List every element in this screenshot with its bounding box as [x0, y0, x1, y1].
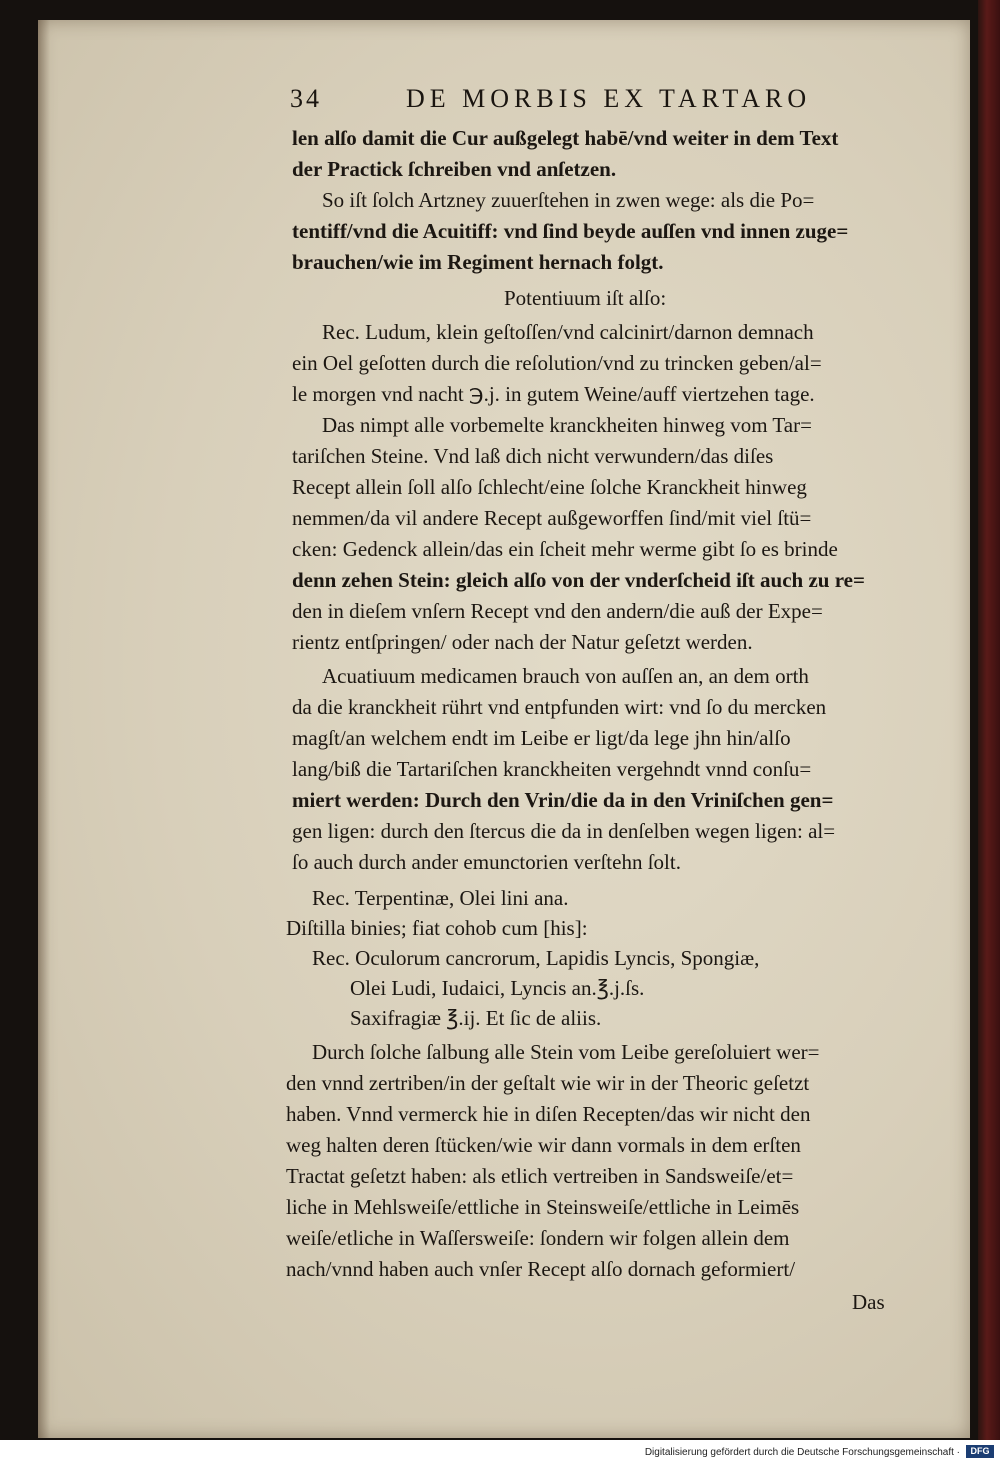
text-line: So iſt ſolch Artzney zuuerſtehen in zwen wege: als die Po= — [322, 188, 815, 212]
page-number: 34 — [290, 84, 322, 113]
running-title: DE MORBIS EX TARTARO — [406, 84, 812, 113]
text-line: len alſo damit die Cur außgelegt habē/vnd weiter in dem Text — [292, 126, 839, 150]
text-line: Das nimpt alle vorbemelte kranckheiten hinweg vom Tar= — [322, 413, 812, 437]
text-line: haben. Vnnd vermerck hie in diſen Recepten/das wir nicht den — [286, 1102, 811, 1126]
text-line: Tractat geſetzt haben: als etlich vertreiben in Sandsweiſe/et= — [286, 1164, 794, 1188]
catchword: Das — [852, 1290, 885, 1314]
text-line: ein Oel geſotten durch die reſolution/vnd zu trincken geben/al= — [292, 351, 822, 375]
text-line: da die kranckheit rührt vnd entpfunden wirt: vnd ſo du mercken — [292, 695, 827, 719]
text-line: tentiff/vnd die Acuitiff: vnd ſind beyde auſſen vnd innen zuge= — [292, 219, 849, 243]
text-line: weiſe/etliche in Waſſersweiſe: ſondern wir folgen allein dem — [286, 1226, 790, 1250]
text-line: den in dieſem vnſern Recept vnd den andern/die auß der Expe= — [292, 599, 823, 623]
text-line: liche in Mehlsweiſe/ettliche in Steinsweiſe/ettliche in Leimēs — [286, 1195, 800, 1219]
text-line: tariſchen Steine. Vnd laß dich nicht verwundern/das diſes — [292, 444, 774, 468]
text-line: den vnnd zertriben/in der geſtalt wie wir in der Theoric geſetzt — [286, 1071, 810, 1095]
recipe-line: Saxifragiæ ℥.ij. Et ſic de aliis. — [350, 1006, 602, 1030]
text-line: cken: Gedenck allein/das ein ſcheit mehr werme gibt ſo es brinde — [292, 537, 838, 561]
text-line: le morgen vnd nacht ℈.j. in gutem Weine/auff viertzehen tage. — [292, 382, 815, 406]
book-spine-edge — [978, 0, 1000, 1440]
recipe-line: Rec. Terpentinæ, Olei lini ana. — [312, 886, 569, 910]
text-line: Recept allein ſoll alſo ſchlecht/eine ſolche Kranckheit hinweg — [292, 475, 807, 499]
text-line: miert werden: Durch den Vrin/die da in den Vriniſchen gen= — [292, 788, 834, 812]
recipe-line: Diſtilla binies; fiat cohob cum [his]: — [286, 916, 588, 940]
text-line: lang/biß die Tartariſchen kranckheiten vergehndt vnnd conſu= — [292, 757, 812, 781]
running-header — [290, 80, 870, 120]
text-line: denn zehen Stein: gleich alſo von der vnderſcheid iſt auch zu re= — [292, 568, 865, 592]
funding-credit: Digitalisierung gefördert durch die Deutsche Forschungsgemeinschaft · — [644, 1447, 960, 1458]
recipe-line: Rec. Oculorum cancrorum, Lapidis Lyncis, Spongiæ, — [312, 946, 760, 970]
footer-bar — [0, 1440, 1000, 1464]
text-line: Durch ſolche ſalbung alle Stein vom Leibe gereſoluiert wer= — [312, 1040, 820, 1064]
text-line: magſt/an welchem endt im Leibe er ligt/da lege jhn hin/alſo — [292, 726, 791, 750]
text-line: gen ligen: durch den ſtercus die da in denſelben wegen ligen: al= — [292, 819, 836, 843]
section-heading: Potentiuum iſt alſo: — [504, 286, 667, 310]
recipe-line: Olei Ludi, Iudaici, Lyncis an.℥.j.ſs. — [350, 976, 645, 1000]
text-line: nemmen/da vil andere Recept außgeworffen ſind/mit viel ſtü= — [292, 506, 812, 530]
dfg-logo: DFG — [966, 1445, 994, 1458]
text-line: ſo auch durch ander emunctorien verſtehn ſolt. — [292, 850, 681, 874]
text-line: Acuatiuum medicamen brauch von auſſen an, an dem orth — [322, 664, 809, 688]
text-line: Rec. Ludum, klein geſtoſſen/vnd calcinirt/darnon demnach — [322, 320, 814, 344]
text-line: rientz entſpringen/ oder nach der Natur geſetzt werden. — [292, 630, 753, 654]
text-line: nach/vnnd haben auch vnſer Recept alſo dornach geformiert/ — [286, 1257, 796, 1281]
text-line: der Practick ſchreiben vnd anſetzen. — [292, 157, 617, 181]
text-line: weg halten deren ſtücken/wie wir dann vormals in dem erſten — [286, 1133, 801, 1157]
text-line: brauchen/wie im Regiment hernach folgt. — [292, 250, 664, 274]
